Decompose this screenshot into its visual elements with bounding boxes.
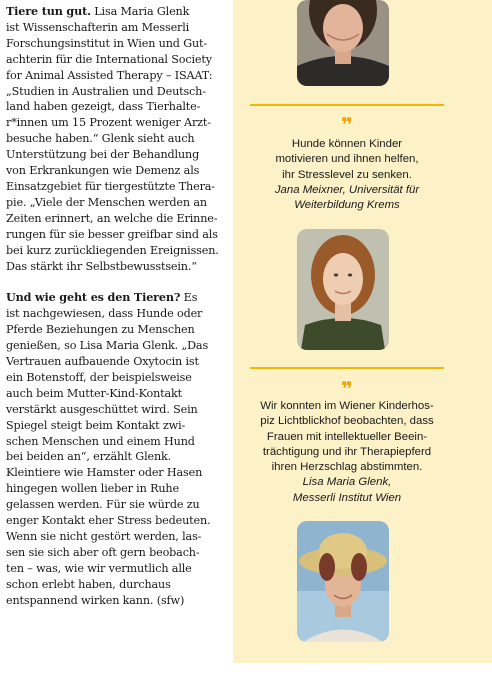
text-line: enger Kontakt eher Stress bedeuten. xyxy=(6,514,211,528)
text-line: ist nachgewiesen, dass Hunde oder xyxy=(6,307,203,321)
text-line: Zeiten erinnert, an welche die Erinne- xyxy=(6,211,218,225)
text-line: pie. „Viele der Menschen werden an xyxy=(6,195,207,209)
text-line: gelassen werden. Für sie würde zu xyxy=(6,498,200,512)
text-line: entspannend wirken kann. (sfw) xyxy=(6,593,185,607)
text-line: rungen für sie besser greifbar sind als xyxy=(6,227,218,241)
text-line: Kleintiere wie Hamster oder Hasen xyxy=(6,466,203,480)
text-line: Es xyxy=(180,291,198,305)
text-line: besuche haben.“ Glenk sieht auch xyxy=(6,132,195,146)
quote-attribution: Jana Meixner, Universität für xyxy=(274,183,420,196)
quote-1 xyxy=(237,137,457,213)
quote-mark-icon: ❞ xyxy=(341,377,353,401)
quote-line: ihr Stresslevel zu senken. xyxy=(282,168,412,181)
text-line: achterin für die International Society xyxy=(6,52,212,66)
quote-line: Frauen mit intellektueller Beein- xyxy=(266,430,428,443)
text-line: von Erkrankungen wie Demenz als xyxy=(6,164,200,178)
quote-2 xyxy=(237,399,457,506)
paragraph-2 xyxy=(6,290,222,608)
quote-line: Wir konnten im Wiener Kinderhos- xyxy=(260,400,434,412)
quote-attribution: Lisa Maria Glenk, xyxy=(302,476,392,489)
text-line: ist Wissenschafterin am Messerli xyxy=(6,20,190,34)
text-line: Pferde Beziehungen zu Menschen xyxy=(6,323,195,337)
text-line: auch beim Mutter-Kind-Kontakt xyxy=(6,386,182,400)
text-line: r*innen um 15 Prozent weniger Arzt- xyxy=(6,116,211,130)
divider-line xyxy=(250,367,444,369)
quote-line: ihren Herzschlag abstimmten. xyxy=(271,461,423,474)
quote-line: trächtigung und ihr Therapiepferd xyxy=(262,445,432,458)
text-line: genießen, so Lisa Maria Glenk. „Das xyxy=(6,339,209,353)
quote-line: Hunde können Kinder xyxy=(291,138,403,150)
text-line: sen sie sich aber oft gern beobach- xyxy=(6,545,200,559)
quote-line: motivieren und ihnen helfen, xyxy=(275,153,419,166)
text-line: for Animal Assisted Therapy – ISAAT: xyxy=(6,68,213,82)
text-line: „Studien in Australien und Deutsch- xyxy=(6,84,206,98)
paragraph-1 xyxy=(6,4,222,274)
text-line: Unterstützung bei der Behandlung xyxy=(6,148,200,162)
text-line: bei beiden an“, erzählt Glenk. xyxy=(6,450,172,464)
text-line: bei kurz zurückliegenden Ereignissen. xyxy=(6,243,219,257)
text-line: Forschungsinstitut in Wien und Gut- xyxy=(6,36,208,50)
text-line: ein Botenstoff, der beispielsweise xyxy=(6,370,192,384)
text-line: ten – was, wie wir vermutlich alle xyxy=(6,561,192,575)
paragraph-1-lead: Tiere tun gut. xyxy=(6,4,91,18)
text-line: Das stärkt ihr Selbstbewusstsein.“ xyxy=(6,259,197,273)
portrait-photo xyxy=(297,521,389,642)
text-line: Vertrauen aufbauende Oxytocin ist xyxy=(6,355,199,369)
text-line: land haben gezeigt, dass Tierhalte- xyxy=(6,100,201,114)
text-line: verstärkt ausgeschüttet wird. Sein xyxy=(6,402,198,416)
paragraph-2-lead: Und wie geht es den Tieren? xyxy=(6,290,181,305)
text-line: schen Menschen und einem Hund xyxy=(6,434,195,448)
portrait-photo xyxy=(297,229,389,350)
quote-mark-icon: ❞ xyxy=(341,113,353,137)
text-line: Spiegel steigt beim Kontakt zwi- xyxy=(6,418,186,432)
portrait-woman-straw-hat xyxy=(297,521,389,642)
quote-sidebar xyxy=(233,0,492,663)
quote-attribution: Messerli Institut Wien xyxy=(292,491,402,504)
quote-line: piz Lichtblickhof beobachten, dass xyxy=(260,415,434,428)
portrait-jana-meixner xyxy=(297,0,389,86)
quote-attribution: Weiterbildung Krems xyxy=(294,199,400,212)
text-line: Wenn sie nicht gestört werden, las- xyxy=(6,530,202,543)
text-line: hingegen wollen lieber in Ruhe xyxy=(6,482,179,496)
article-column xyxy=(6,4,222,609)
portrait-lisa-maria-glenk xyxy=(297,229,389,350)
paragraph-gap xyxy=(6,274,222,290)
divider-line xyxy=(250,104,444,106)
text-line: Lisa Maria Glenk xyxy=(90,5,190,18)
text-line: schon erlebt haben, durchaus xyxy=(6,577,171,591)
text-line: Einsatzgebiet für tiergestützte Thera- xyxy=(6,179,215,193)
portrait-photo xyxy=(297,0,389,86)
